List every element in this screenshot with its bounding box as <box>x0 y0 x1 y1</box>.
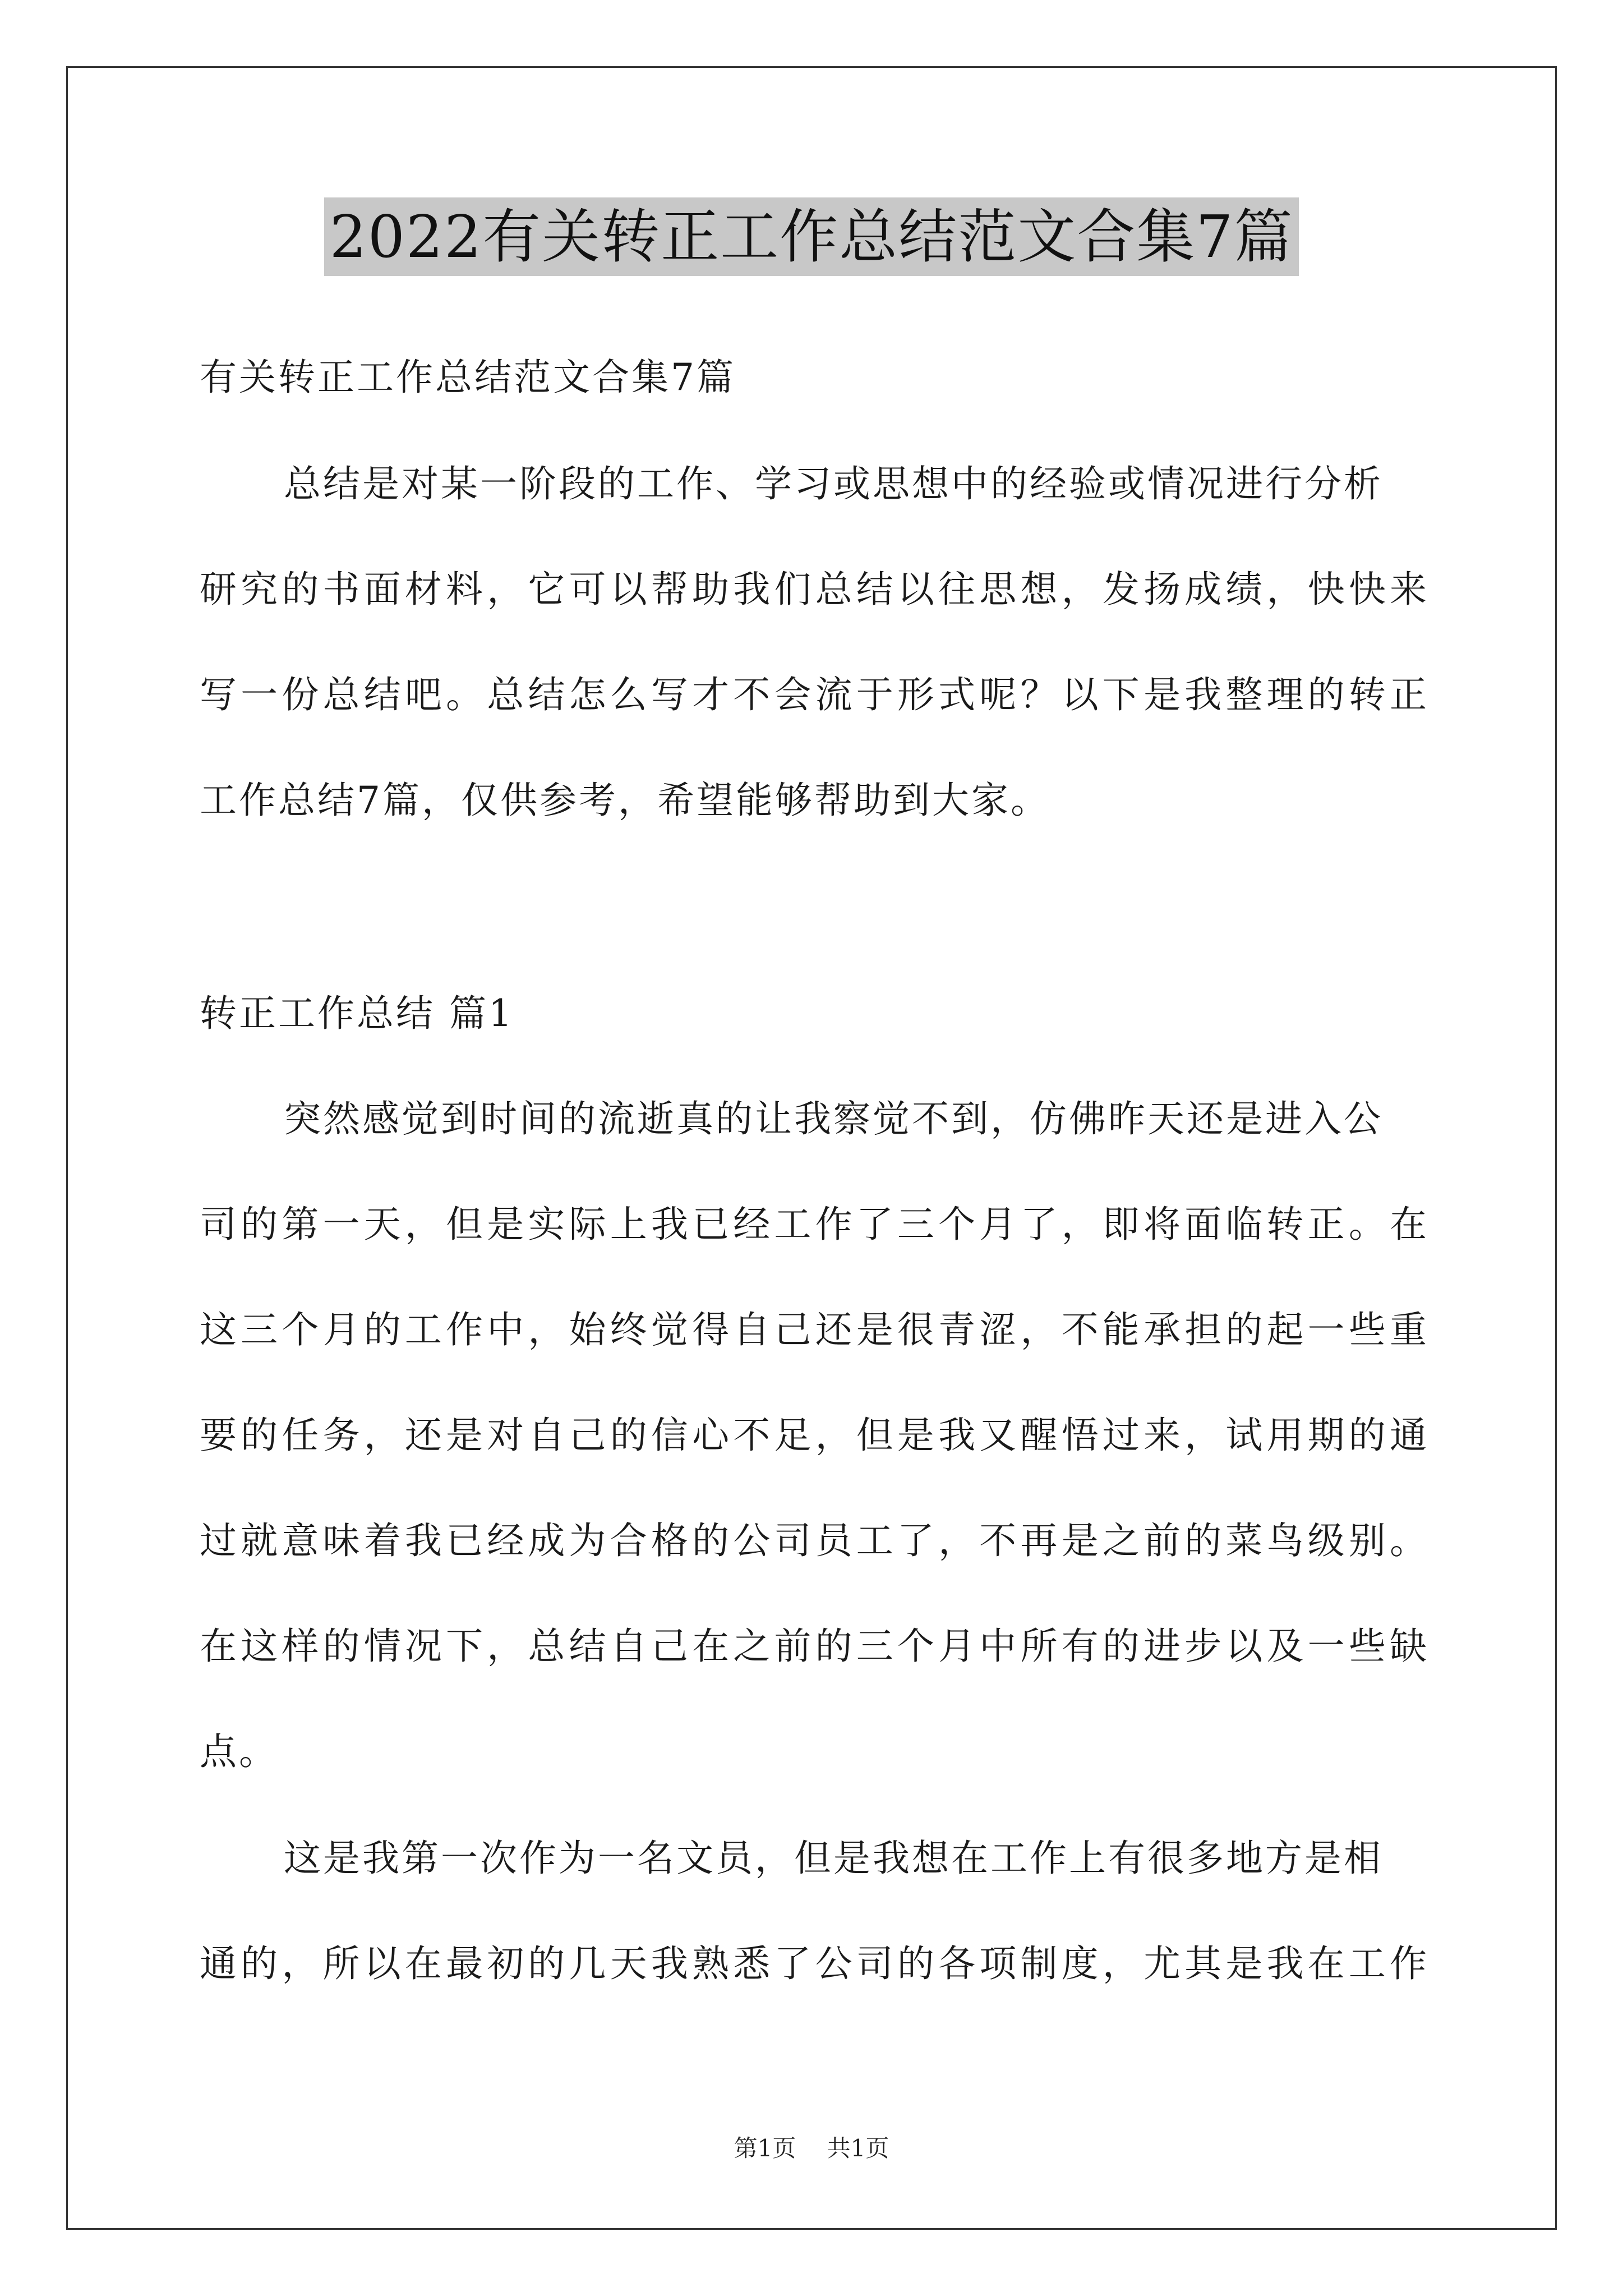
paragraph-line: 突然感觉到时间的流逝真的让我察觉不到，仿佛昨天还是进入公 <box>284 1097 1383 1140</box>
section-heading: 转正工作总结 篇1 <box>200 992 514 1035</box>
paragraph-line: 要的任务，还是对自己的信心不足，但是我又醒悟过来，试用期的通 <box>200 1414 1429 1457</box>
paragraph-line: 司的第一天，但是实际上我已经工作了三个月了，即将面临转正。在 <box>200 1203 1429 1246</box>
paragraph-line: 总结是对某一阶段的工作、学习或思想中的经验或情况进行分析 <box>284 462 1383 505</box>
page-number-current: 第1页 <box>734 2134 796 2162</box>
paragraph-line: 写一份总结吧。总结怎么写才不会流于形式呢？以下是我整理的转正 <box>200 673 1429 716</box>
paragraph-line: 工作总结7篇，仅供参考，希望能够帮助到大家。 <box>200 779 1050 822</box>
page-footer <box>0 2132 1623 2165</box>
page-number-total: 共1页 <box>827 2134 889 2162</box>
paragraph-line: 过就意味着我已经成为合格的公司员工了，不再是之前的菜鸟级别。 <box>200 1519 1429 1562</box>
paragraph-line: 研究的书面材料，它可以帮助我们总结以往思想，发扬成绩，快快来 <box>200 568 1429 611</box>
paragraph-line: 这是我第一次作为一名文员，但是我想在工作上有很多地方是相 <box>284 1837 1383 1880</box>
paragraph-line: 这三个月的工作中，始终觉得自己还是很青涩，不能承担的起一些重 <box>200 1308 1429 1351</box>
paragraph-line: 在这样的情况下，总结自己在之前的三个月中所有的进步以及一些缺 <box>200 1625 1429 1668</box>
paragraph-line: 通的，所以在最初的几天我熟悉了公司的各项制度，尤其是我在工作 <box>200 1942 1429 1985</box>
document-title: 2022有关转正工作总结范文合集7篇 <box>324 197 1299 276</box>
paragraph-line: 点。 <box>200 1730 278 1773</box>
title-container <box>0 197 1623 276</box>
subtitle-line: 有关转正工作总结范文合集7篇 <box>200 356 736 399</box>
